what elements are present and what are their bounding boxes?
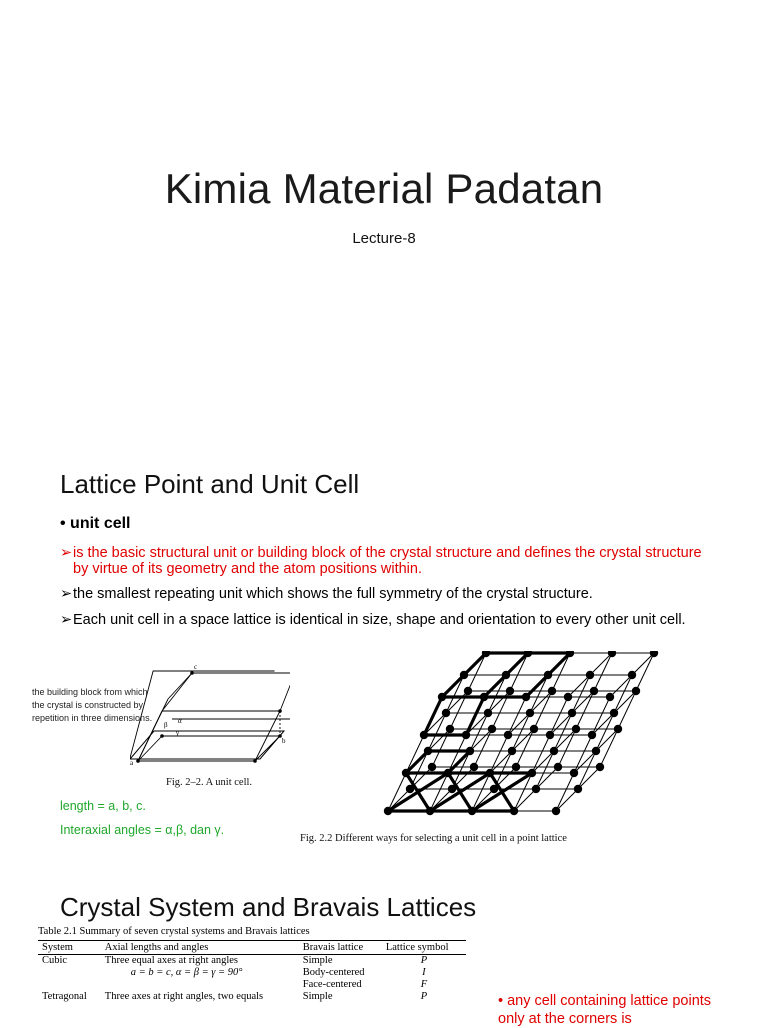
subtitle: Lecture-8 xyxy=(352,230,416,247)
point-lattice-figure xyxy=(380,651,665,821)
unit-cell-figure xyxy=(130,661,290,771)
slide-heading: Lattice Point and Unit Cell xyxy=(60,469,360,499)
th-lattice: Bravais lattice xyxy=(299,941,382,955)
side-bullet: • any cell containing lattice points only at the corners is xyxy=(498,993,712,1027)
angles-text: Interaxial angles = α,β, dan γ. xyxy=(60,823,225,837)
table-row: a = b = c, α = β = γ = 90° Body-centered I xyxy=(130,967,426,978)
slide-heading: Crystal System and Bravais Lattices xyxy=(60,892,477,922)
crystal-system-slide xyxy=(0,866,768,1027)
table-header-row xyxy=(38,941,466,955)
unit-cell-slide xyxy=(0,433,768,865)
table-row: Tetragonal Three axes at right angles, two equals Simple P xyxy=(42,991,428,1002)
table-row: Cubic Three equal axes at right angles Simple P xyxy=(42,955,428,966)
point-3: ➢ Each unit cell in a space lattice is identical in size, shape and orientation to every other unit cell. xyxy=(60,612,686,628)
table-caption: Table 2.1 Summary of seven crystal systems and Bravais lattices xyxy=(38,926,310,937)
point-2: ➢ the smallest repeating unit which shows the full symmetry of the crystal structure. xyxy=(60,586,593,602)
length-text: length = a, b, c. xyxy=(60,799,146,813)
arrow-bullet-icon: ➢ xyxy=(60,545,73,561)
label-beta: β xyxy=(164,721,168,729)
point-1: ➢ is the basic structural unit or building block of the crystal structure and defines the crystal structure by virtue of its geometry and the atom positions within. xyxy=(60,545,702,577)
label-b: b xyxy=(282,737,286,745)
table-row: Face-centered F xyxy=(302,979,428,990)
label-a: a xyxy=(130,759,134,767)
fig1-caption: Fig. 2–2. A unit cell. xyxy=(166,777,253,788)
th-symbol: Lattice symbol xyxy=(382,941,466,955)
th-system: System xyxy=(38,941,101,955)
bravais-table xyxy=(38,940,466,1003)
page-title: Kimia Material Padatan xyxy=(164,165,604,212)
label-alpha: α xyxy=(178,717,182,725)
arrow-bullet-icon: ➢ xyxy=(60,586,73,602)
th-axes: Axial lengths and angles xyxy=(101,941,299,955)
arrow-bullet-icon: ➢ xyxy=(60,612,73,628)
side-note: the building block from which the crystal is constructed by repetition in three dimensions. xyxy=(32,687,153,723)
label-gamma: γ xyxy=(176,729,180,737)
bullet-unit-cell: • unit cell xyxy=(60,515,131,532)
label-c: c xyxy=(194,663,198,671)
fig2-caption: Fig. 2.2 Different ways for selecting a unit cell in a point lattice xyxy=(300,833,567,844)
title-slide xyxy=(0,0,768,432)
